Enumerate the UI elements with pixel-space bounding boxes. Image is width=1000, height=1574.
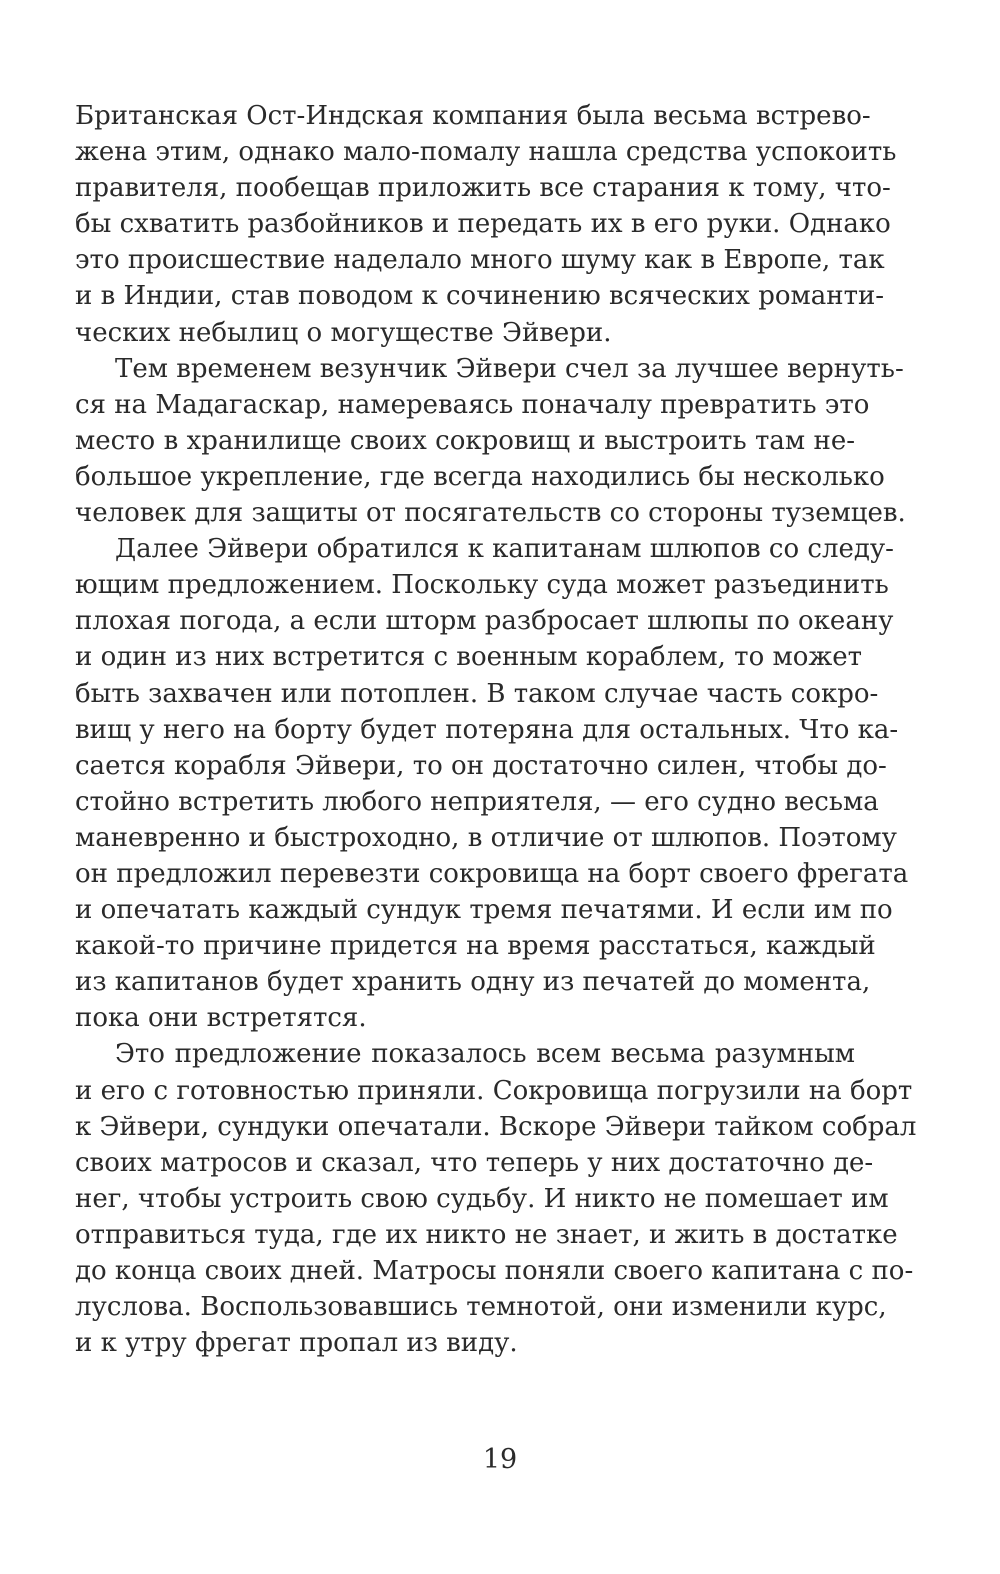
text-line: отправиться туда, где их никто не знает, и жить в достатке (75, 1219, 898, 1250)
text-line: жена этим, однако мало-помалу нашла средства успокоить (75, 137, 897, 168)
text-line: ся на Мадагаскар, намереваясь поначалу превратить это (75, 389, 870, 420)
text-line: плохая погода, а если шторм разбросает шлюпы по океану (75, 606, 894, 637)
body-text (75, 98, 917, 1361)
text-line: вищ у него на борту будет потеряна для остальных. Что ка- (75, 714, 899, 745)
text-line: Британская Ост-Индская компания была весьма встрево- (75, 101, 871, 131)
text-line: большое укрепление, где всегда находились бы несколько (75, 461, 885, 492)
text-line: он предложил перевезти сокровища на борт своего фрегата (75, 858, 909, 889)
text-line: нег, чтобы устроить свою судьбу. И никто не помешает им (75, 1183, 889, 1214)
text-line: Это предложение показалось всем весьма разумным (115, 1039, 855, 1070)
text-line: из капитанов будет хранить одну из печатей до момента, (75, 967, 871, 998)
text-line: сается корабля Эйвери, то он достаточно силен, чтобы до- (75, 750, 887, 781)
text-line: маневренно и быстроходно, в отличие от шлюпов. Поэтому (75, 822, 897, 853)
text-line: ющим предложением. Поскольку суда может разъединить (75, 570, 889, 601)
text-line: это происшествие наделало много шуму как в Европе, так (75, 245, 885, 276)
text-line: и один из них встретится с военным кораблем, то может (75, 642, 863, 673)
text-line: до конца своих дней. Матросы поняли своего капитана с по- (75, 1256, 914, 1286)
text-line: и его с готовностью приняли. Сокровища погрузили на борт (75, 1075, 913, 1106)
text-line: и к утру фрегат пропал из виду. (75, 1328, 518, 1359)
text-line: место в хранилище своих сокровищ и выстроить там не- (75, 425, 855, 456)
text-line: своих матросов и сказал, что теперь у них достаточно де- (75, 1147, 874, 1178)
text-line: и в Индии, став поводом к сочинению всяческих романти- (75, 281, 885, 312)
text-line: бы схватить разбойников и передать их в его руки. Однако (75, 209, 891, 240)
text-line: Далее Эйвери обратился к капитанам шлюпов со следу- (115, 534, 894, 565)
text-line: к Эйвери, сундуки опечатали. Вскоре Эйвери тайком собрал (75, 1111, 917, 1142)
text-line: какой-то причине придется на время расстаться, каждый (75, 931, 876, 962)
text-line: человек для защиты от посягательств со стороны туземцев. (75, 498, 906, 529)
text-line: пока они встретятся. (75, 1003, 367, 1034)
text-line: и опечатать каждый сундук тремя печатями. И если им по (75, 895, 893, 926)
text-line: правителя, пообещав приложить все старания к тому, что- (75, 173, 891, 204)
text-line: ческих небылиц о могуществе Эйвери. (75, 317, 612, 348)
text-line: Тем временем везунчик Эйвери счел за лучшее вернуть- (115, 353, 904, 384)
text-line: стойно встретить любого неприятеля, — его судно весьма (75, 786, 879, 817)
text-line: быть захвачен или потоплен. В таком случае часть сокро- (75, 678, 879, 709)
page-number: 19 (482, 1444, 518, 1475)
text-line: луслова. Воспользовавшись темнотой, они изменили курс, (75, 1292, 887, 1323)
